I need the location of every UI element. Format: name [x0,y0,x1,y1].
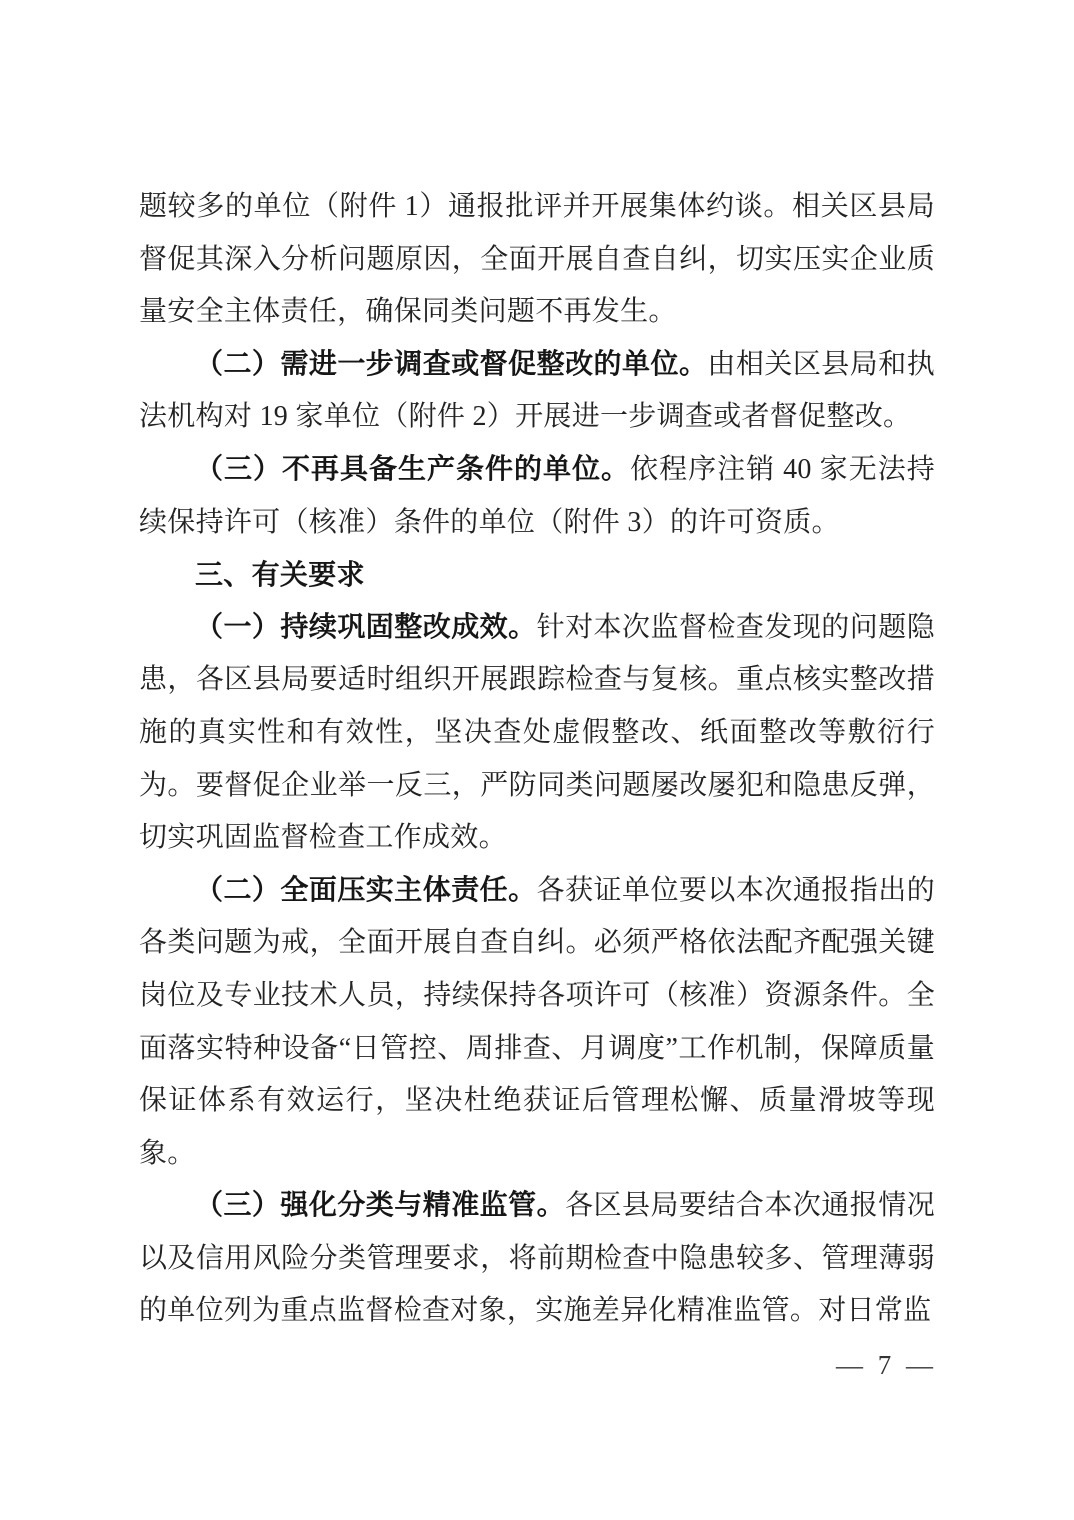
body-text: 依程序注销 40 家无法持续保持许可（核准）条件的单位（附件 3）的许可资质。 [139,453,935,538]
paragraph [139,181,935,339]
emphasis-text: （三）不再具备生产条件的单位。 [195,453,631,485]
paragraph [139,444,935,549]
paragraph [139,1180,935,1338]
emphasis-text: （三）强化分类与精准监管。 [195,1190,566,1222]
body-text: 针对本次监督检查发现的问题隐患，各区县局要适时组织开展跟踪检查与复核。重点核实整改措施的真实性和有效性，坚决查处虚假整改、纸面整改等敷衍行为。要督促企业举一反三，严防同类问题屡改屡犯和隐患反弹，切实巩固监督检查工作成效。 [139,611,936,854]
document-body [139,181,935,1338]
emphasis-text: （一）持续巩固整改成效。 [195,611,537,643]
emphasis-text: （二）需进一步调查或督促整改的单位。 [195,348,708,380]
paragraph [139,602,935,865]
body-text: 各区县局要结合本次通报情况以及信用风险分类管理要求，将前期检查中隐患较多、管理薄弱的单位列为重点监督检查对象，实施差异化精准监管。对日常监 [139,1190,936,1327]
body-text: 由相关区县局和执法机构对 19 家单位（附件 2）开展进一步调查或者督促整改。 [139,348,935,433]
body-text: 各获证单位要以本次通报指出的各类问题为戒，全面开展自查自纠。必须严格依法配齐配强关键岗位及专业技术人员，持续保持各项许可（核准）资源条件。全面落实特种设备“日管控、周排查、月调度”工作机制，保障质量保证体系有效运行，坚决杜绝获证后管理松懈、质量滑坡等现象。 [139,874,936,1169]
emphasis-text: 三、有关要求 [195,559,365,591]
body-text: 题较多的单位（附件 1）通报批评并开展集体约谈。相关区县局督促其深入分析问题原因，全面开展自查自纠，切实压实企业质量安全主体责任，确保同类问题不再发生。 [139,191,935,328]
emphasis-text: （二）全面压实主体责任。 [195,874,537,906]
section-heading [139,549,935,602]
paragraph [139,865,935,1181]
paragraph [139,339,935,444]
page-number: — 7 — [836,1350,937,1380]
